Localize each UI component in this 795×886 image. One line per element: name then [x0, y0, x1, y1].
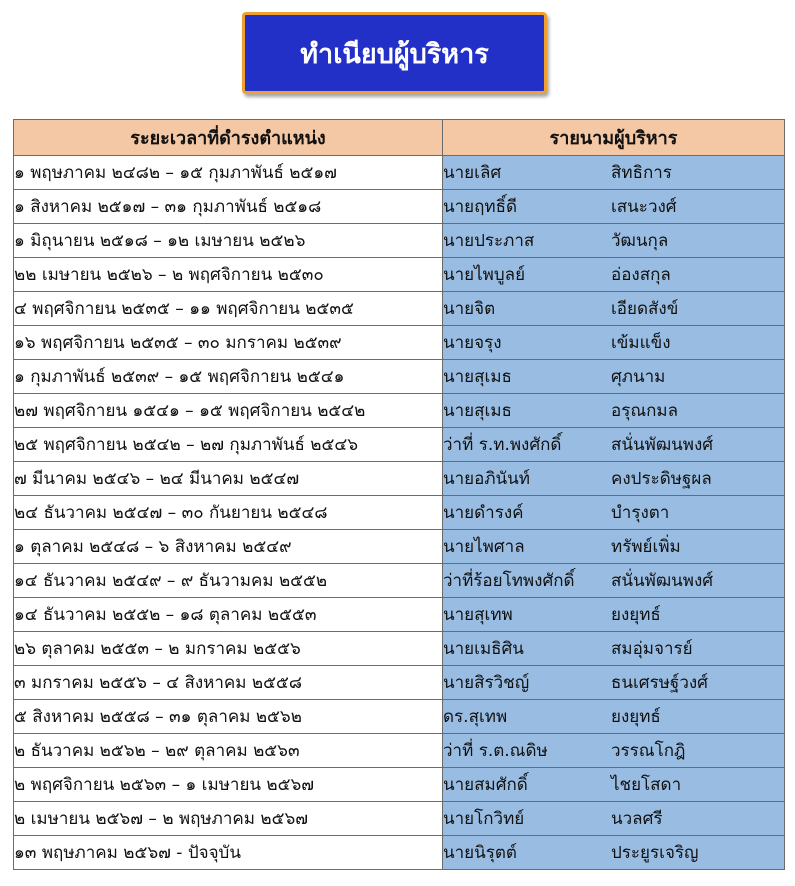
last-name: นวลศรี	[611, 809, 663, 829]
first-name: นายสุเมธ	[443, 401, 512, 421]
first-name: ว่าที่ ร.ท.พงศักดิ์	[443, 435, 562, 455]
administrator-name-cell	[443, 258, 785, 292]
page-title: ทำเนียบผู้บริหาร	[242, 12, 547, 94]
table-row	[14, 428, 785, 462]
table-header-row	[14, 120, 785, 156]
first-name: นายฤทธิ์ดี	[443, 197, 518, 217]
last-name: เอียดสังข์	[611, 299, 679, 319]
table-row	[14, 326, 785, 360]
term-period-cell: ๑ ตุลาคม ๒๕๔๘ – ๖ สิงหาคม ๒๕๔๙	[14, 530, 443, 564]
term-period-cell: ๗ มีนาคม ๒๕๔๖ – ๒๔ มีนาคม ๒๕๔๗	[14, 462, 443, 496]
administrator-name-cell	[443, 700, 785, 734]
last-name: วรรณโกฎิ	[611, 741, 686, 761]
first-name: นายอภินันท์	[443, 469, 530, 489]
term-period-cell: ๒๒ เมษายน ๒๕๒๖ – ๒ พฤศจิกายน ๒๕๓๐	[14, 258, 443, 292]
last-name: อรุณกมล	[611, 401, 679, 421]
first-name: ว่าที่ร้อยโทพงศักดิ์	[443, 571, 575, 591]
first-name: นายสมศักดิ์	[443, 775, 528, 795]
last-name: คงประดิษฐผล	[611, 469, 712, 489]
last-name: อ่องสกุล	[611, 265, 671, 285]
last-name: เสนะวงศ์	[611, 197, 677, 217]
term-period-cell: ๕ สิงหาคม ๒๕๕๘ – ๓๑ ตุลาคม ๒๕๖๒	[14, 700, 443, 734]
first-name: นายนิรุตต์	[443, 843, 517, 863]
first-name: นายโกวิทย์	[443, 809, 525, 829]
table-row	[14, 700, 785, 734]
table-row	[14, 836, 785, 870]
last-name: บำรุงตา	[611, 503, 670, 523]
table-row	[14, 768, 785, 802]
first-name: ดร.สุเทพ	[443, 707, 508, 727]
term-period-cell: ๑ มิถุนายน ๒๕๑๘ – ๑๒ เมษายน ๒๕๒๖	[14, 224, 443, 258]
administrator-name-cell	[443, 836, 785, 870]
table-row	[14, 190, 785, 224]
last-name: วัฒนกุล	[611, 231, 669, 251]
first-name: นายจิต	[443, 299, 496, 319]
administrator-name-cell	[443, 156, 785, 190]
first-name: นายเมธิศิน	[443, 639, 524, 659]
table-row	[14, 666, 785, 700]
term-period-cell: ๑๔ ธันวาคม ๒๕๕๒ – ๑๘ ตุลาคม ๒๕๕๓	[14, 598, 443, 632]
administrator-name-cell	[443, 632, 785, 666]
last-name: ประยูรเจริญ	[611, 843, 699, 863]
last-name: ยงยุทธ์	[611, 707, 661, 727]
first-name: นายไพบูลย์	[443, 265, 526, 285]
first-name: นายสิรวิชญ์	[443, 673, 530, 693]
first-name: นายจรุง	[443, 333, 502, 353]
administrator-name-cell	[443, 530, 785, 564]
table-row	[14, 292, 785, 326]
table-row	[14, 802, 785, 836]
administrator-name-cell	[443, 428, 785, 462]
table-row	[14, 496, 785, 530]
header-term-period: ระยะเวลาที่ดำรงตำแหน่ง	[14, 120, 443, 156]
first-name: นายเลิศ	[443, 163, 502, 183]
term-period-cell: ๑ สิงหาคม ๒๕๑๗ – ๓๑ กุมภาพันธ์ ๒๕๑๘	[14, 190, 443, 224]
term-period-cell: ๒ ธันวาคม ๒๕๖๒ – ๒๙ ตุลาคม ๒๕๖๓	[14, 734, 443, 768]
administrator-name-cell	[443, 564, 785, 598]
administrator-name-cell	[443, 768, 785, 802]
table-row	[14, 156, 785, 190]
administrator-name-cell	[443, 496, 785, 530]
last-name: สมอุ่มจารย์	[611, 639, 693, 659]
administrator-name-cell	[443, 666, 785, 700]
last-name: ยงยุทธ์	[611, 605, 661, 625]
administrators-table	[13, 119, 785, 870]
administrator-name-cell	[443, 802, 785, 836]
term-period-cell: ๑๔ ธันวาคม ๒๕๔๙ – ๙ ธันวามคม ๒๕๕๒	[14, 564, 443, 598]
term-period-cell: ๒๔ ธันวาคม ๒๕๔๗ – ๓๐ กันยายน ๒๕๔๘	[14, 496, 443, 530]
first-name: นายดำรงค์	[443, 503, 524, 523]
administrator-name-cell	[443, 360, 785, 394]
table-row	[14, 632, 785, 666]
first-name: นายสุเทพ	[443, 605, 513, 625]
administrator-name-cell	[443, 190, 785, 224]
last-name: สนั่นพัฒนพงศ์	[611, 571, 714, 591]
term-period-cell: ๒๗ พฤศจิกายน ๑๕๔๑ – ๑๕ พฤศจิกายน ๒๕๔๒	[14, 394, 443, 428]
header-administrator-name: รายนามผู้บริหาร	[443, 120, 785, 156]
administrator-name-cell	[443, 734, 785, 768]
administrator-name-cell	[443, 598, 785, 632]
table-row	[14, 394, 785, 428]
first-name: ว่าที่ ร.ต.ณดิษ	[443, 741, 548, 761]
term-period-cell: ๑ พฤษภาคม ๒๔๘๒ – ๑๕ กุมภาพันธ์ ๒๕๑๗	[14, 156, 443, 190]
term-period-cell: ๑๓ พฤษภาคม ๒๕๖๗ - ปัจจุบัน	[14, 836, 443, 870]
term-period-cell: ๔ พฤศจิกายน ๒๕๓๕ – ๑๑ พฤศจิกายน ๒๕๓๕	[14, 292, 443, 326]
administrator-name-cell	[443, 224, 785, 258]
last-name: ทรัพย์เพิ่ม	[611, 537, 681, 557]
term-period-cell: ๒๕ พฤศจิกายน ๒๕๔๒ – ๒๗ กุมภาพันธ์ ๒๕๔๖	[14, 428, 443, 462]
last-name: เข้มแข็ง	[611, 333, 671, 353]
first-name: นายประภาส	[443, 231, 535, 251]
administrator-name-cell	[443, 326, 785, 360]
table-row	[14, 734, 785, 768]
table-row	[14, 530, 785, 564]
table-row	[14, 258, 785, 292]
last-name: ไชยโสดา	[611, 775, 682, 795]
administrator-name-cell	[443, 292, 785, 326]
table-row	[14, 360, 785, 394]
first-name: นายไพศาล	[443, 537, 525, 557]
last-name: สนั่นพัฒนพงศ์	[611, 435, 714, 455]
term-period-cell: ๒๖ ตุลาคม ๒๕๕๓ – ๒ มกราคม ๒๕๕๖	[14, 632, 443, 666]
term-period-cell: ๑ กุมภาพันธ์ ๒๕๓๙ – ๑๕ พฤศจิกายน ๒๕๔๑	[14, 360, 443, 394]
first-name: นายสุเมธ	[443, 367, 512, 387]
table-row	[14, 598, 785, 632]
term-period-cell: ๒ พฤศจิกายน ๒๕๖๓ – ๑ เมษายน ๒๕๖๗	[14, 768, 443, 802]
table-row	[14, 564, 785, 598]
term-period-cell: ๑๖ พฤศจิกายน ๒๕๓๕ – ๓๐ มกราคม ๒๕๓๙	[14, 326, 443, 360]
term-period-cell: ๓ มกราคม ๒๕๕๖ – ๔ สิงหาคม ๒๕๕๘	[14, 666, 443, 700]
administrator-name-cell	[443, 394, 785, 428]
last-name: สิทธิการ	[611, 163, 672, 183]
last-name: ศุภนาม	[611, 367, 666, 387]
administrator-name-cell	[443, 462, 785, 496]
last-name: ธนเศรษฐ์วงศ์	[611, 673, 708, 693]
table-row	[14, 224, 785, 258]
table-row	[14, 462, 785, 496]
term-period-cell: ๒ เมษายน ๒๕๖๗ – ๒ พฤษภาคม ๒๕๖๗	[14, 802, 443, 836]
